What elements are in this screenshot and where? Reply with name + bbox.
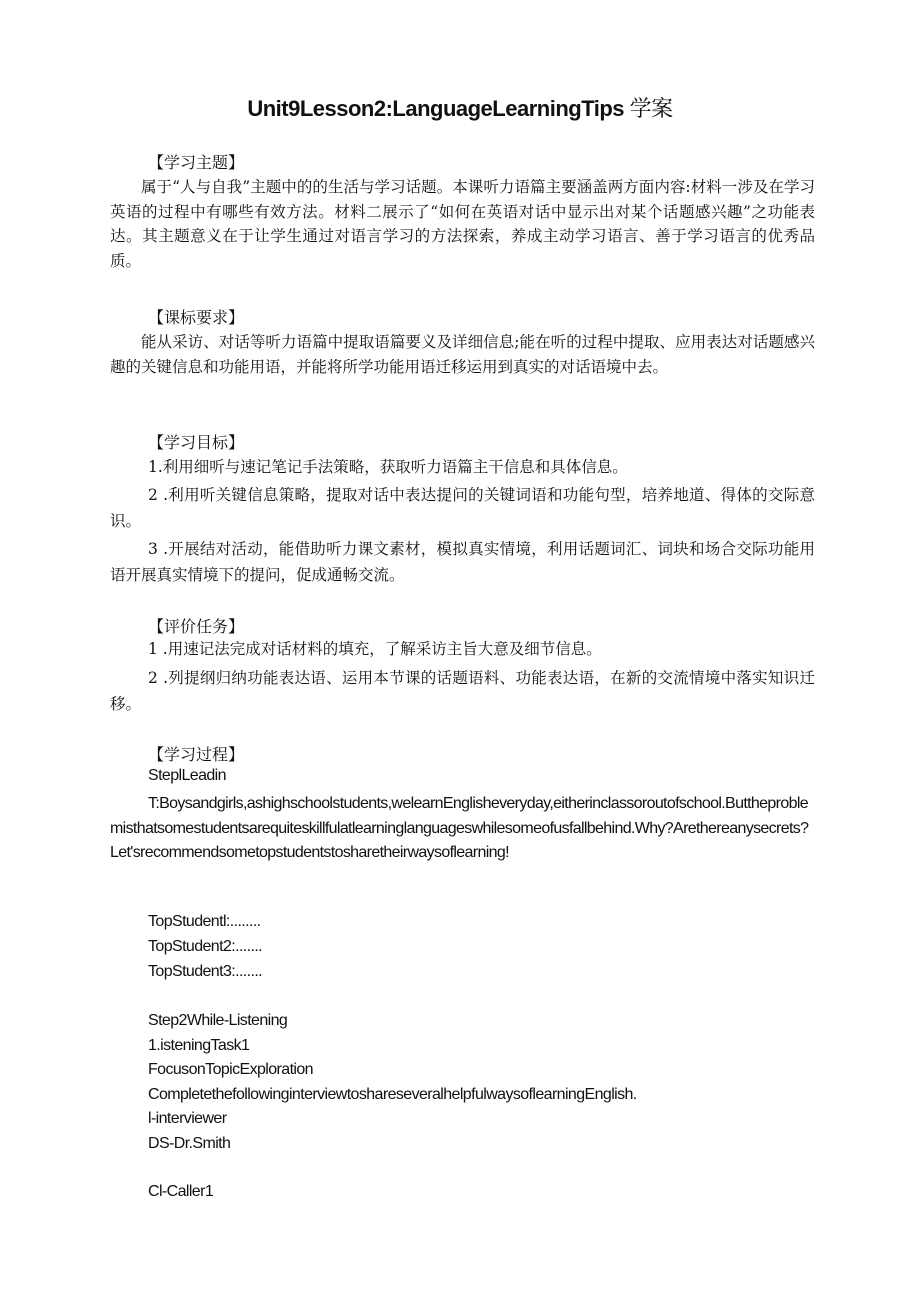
role-line: Cl-Caller1: [148, 1183, 214, 1200]
goal-text: 利用细听与速记笔记手法策略，获取听力语篇主干信息和具体信息。: [162, 458, 628, 476]
title-english: Unit9Lesson2:LanguageLearningTips: [247, 96, 625, 121]
top-student-line: TopStudent2:.......: [148, 938, 263, 955]
theme-paragraph: 属于“人与自我”主题中的的生活与学习话题。本课听力语篇主要涵盖两方面内容:材料一涉及在学习英语的过程中有哪些有效方法。材料二展示了“如何在英语对话中显示出对某个话题感兴趣”之功能表达。其主题意义在于让学生通过对语言学习的方法探索，养成主动学习语言、善于学习语言的优秀品质。: [110, 178, 815, 270]
goal-number: 1.: [148, 458, 163, 476]
goal-item: [110, 482, 815, 534]
complete-instruction: CompletethefollowinginterviewtoshareseveralhelpfulwaysoflearningEnglish.: [148, 1086, 637, 1103]
top-student-line: TopStudentl:........: [148, 913, 261, 930]
role-line: DS-Dr.Smith: [148, 1135, 231, 1152]
teacher-paragraph: T:Boysandgirls,ashighschoolstudents,welearnEnglisheveryday,eitherinclassoroutofschool.Buttheproblemisthatsomestudentsarequiteskillfulatlearninglanguageswhilesomeofusfallbehind.Why?Arethereanysecrets?Let'srecommendsometopstudentstosharetheirwaysoflearning!: [110, 795, 809, 861]
role-line: l-interviewer: [148, 1110, 227, 1127]
focus-label: FocusonTopicExploration: [148, 1061, 313, 1078]
goals-heading: 【学习目标】: [148, 433, 245, 452]
task-number: 2: [148, 669, 158, 687]
top-student-line: TopStudent3:.......: [148, 963, 263, 980]
title-chinese: 学案: [629, 97, 673, 122]
task-item: [110, 636, 815, 662]
goal-number: 3: [148, 540, 158, 558]
process-heading: 【学习过程】: [148, 745, 245, 764]
listening-task-label: 1.isteningTask1: [148, 1037, 250, 1054]
step2-label: Step2While-Listening: [148, 1012, 288, 1029]
goal-text: .开展结对活动，能借助听力课文素材，模拟真实情境，利用话题词汇、词块和场合交际功能用语开展真实情境下的提问，促成通畅交流。: [110, 540, 815, 584]
goal-item: [110, 454, 815, 480]
goal-number: 2: [148, 486, 158, 504]
page-title: [0, 92, 920, 123]
goal-item: [110, 536, 815, 588]
goal-text: .利用听关键信息策略，提取对话中表达提问的关键词语和功能句型，培养地道、得体的交际意识。: [110, 486, 815, 530]
task-number: 1: [148, 640, 158, 658]
step1-label: SteplLeadin: [148, 767, 226, 784]
task-text: .用速记法完成对话材料的填充，了解采访主旨大意及细节信息。: [157, 640, 602, 658]
standard-heading: 【课标要求】: [148, 308, 245, 327]
standard-paragraph: 能从采访、对话等听力语篇中提取语篇要义及详细信息;能在听的过程中提取、应用表达对话题感兴趣的关键信息和功能用语，并能将所学功能用语迁移运用到真实的对话语境中去。: [110, 333, 815, 376]
tasks-heading: 【评价任务】: [148, 617, 245, 636]
task-item: [110, 665, 815, 717]
theme-heading: 【学习主题】: [148, 153, 245, 172]
task-text: .列提纲归纳功能表达语、运用本节课的话题语料、功能表达语，在新的交流情境中落实知识迁移。: [110, 669, 815, 713]
